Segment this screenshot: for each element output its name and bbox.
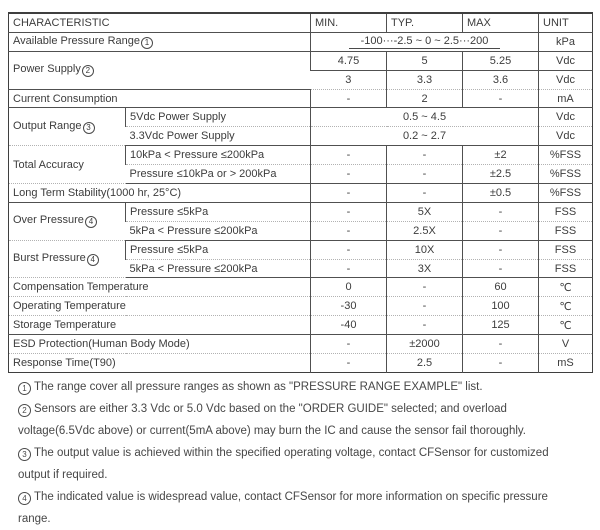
- footnote-marker: 2: [18, 404, 31, 417]
- typ-cell: 2.5X: [387, 221, 463, 240]
- max-cell: ±2.5: [463, 165, 539, 184]
- characteristic-label: Storage Temperature: [9, 316, 311, 335]
- value-span-cell: 0.5 ~ 4.5: [311, 108, 539, 127]
- unit-cell: mA: [539, 89, 593, 108]
- row-current-consumption: [9, 89, 593, 108]
- max-cell: -: [463, 89, 539, 108]
- characteristic-label: Total Accuracy: [9, 146, 126, 184]
- row-output-range-5v: [9, 108, 593, 127]
- typ-cell: -: [387, 278, 463, 297]
- min-cell: -: [311, 335, 387, 354]
- sub-characteristic: Pressure ≤5kPa: [126, 240, 311, 259]
- characteristic-label: Long Term Stability(1000 hr, 25°C): [9, 184, 311, 203]
- unit-cell: ℃: [539, 297, 593, 316]
- max-cell: ±2: [463, 146, 539, 165]
- min-cell: -: [311, 240, 387, 259]
- min-cell: -: [311, 146, 387, 165]
- unit-cell: ℃: [539, 316, 593, 335]
- characteristic-label: [9, 202, 126, 240]
- typ-cell: 5: [387, 51, 463, 70]
- min-cell: -40: [311, 316, 387, 335]
- characteristic-label: Response Time(T90): [13, 356, 116, 369]
- footnotes: [8, 373, 592, 530]
- typ-cell: 3X: [387, 259, 463, 278]
- max-cell: -: [463, 202, 539, 221]
- label-text: Available Pressure Range: [13, 34, 140, 47]
- row-total-accuracy-1: [9, 146, 593, 165]
- unit-cell: Vdc: [539, 51, 593, 70]
- range-text: -100···-2.5 ~ 0 ~ 2.5···200: [349, 35, 501, 49]
- note-marker: 4: [87, 254, 99, 266]
- row-compensation-temperature: [9, 278, 593, 297]
- pressure-range-value: [311, 32, 539, 51]
- min-cell: 0: [311, 278, 387, 297]
- footnote-4: [18, 486, 582, 530]
- row-esd-protection: [9, 335, 593, 354]
- col-header-typ: TYP.: [387, 13, 463, 32]
- max-cell: -: [463, 240, 539, 259]
- typ-cell: 2.5: [387, 354, 463, 373]
- label-text: Power Supply: [13, 63, 81, 76]
- col-header-max: MAX: [463, 13, 539, 32]
- max-cell: 3.6: [463, 70, 539, 89]
- min-cell: -: [311, 202, 387, 221]
- col-header-unit: UNIT: [539, 13, 593, 32]
- max-cell: -: [463, 335, 539, 354]
- row-available-pressure-range: [9, 32, 593, 51]
- col-header-characteristic: CHARACTERISTIC: [9, 13, 311, 32]
- col-header-min: MIN.: [311, 13, 387, 32]
- characteristic-label: Current Consumption: [9, 89, 311, 108]
- min-cell: -: [311, 221, 387, 240]
- spec-table: [8, 12, 593, 373]
- sub-characteristic: Pressure ≤5kPa: [126, 202, 311, 221]
- typ-cell: -: [387, 146, 463, 165]
- unit-cell: %FSS: [539, 184, 593, 203]
- note-marker: 3: [83, 122, 95, 134]
- footnote-text: The output value is achieved within the specified operating voltage, contact CFSensor for customized output if required.: [18, 446, 549, 481]
- unit-cell: V: [539, 335, 593, 354]
- row-operating-temperature: [9, 297, 593, 316]
- max-cell: 60: [463, 278, 539, 297]
- unit-cell: mS: [539, 354, 593, 373]
- typ-cell: -: [387, 184, 463, 203]
- characteristic-label: ESD Protection(Human Body Mode): [9, 335, 311, 354]
- footnote-marker: 4: [18, 492, 31, 505]
- min-cell: -30: [311, 297, 387, 316]
- unit-cell: Vdc: [539, 108, 593, 127]
- sub-characteristic: 10kPa < Pressure ≤200kPa: [126, 146, 311, 165]
- min-cell: -: [311, 184, 387, 203]
- footnote-1: [18, 376, 582, 398]
- sub-characteristic: 5Vdc Power Supply: [126, 108, 311, 127]
- max-cell: 5.25: [463, 51, 539, 70]
- unit-cell: Vdc: [539, 70, 593, 89]
- typ-cell: ±2000: [387, 335, 463, 354]
- footnote-text: Sensors are either 3.3 Vdc or 5.0 Vdc based on the "ORDER GUIDE" selected; and overload voltage(6.5Vdc above) or current(5mA above) may burn the IC and cause the sensor fail thoroughly.: [18, 402, 526, 437]
- max-cell: -: [463, 221, 539, 240]
- row-power-supply-5v: [9, 51, 593, 70]
- characteristic-label: Compensation Temperature: [9, 278, 311, 297]
- unit-cell: FSS: [539, 202, 593, 221]
- footnote-marker: 1: [18, 382, 31, 395]
- footnote-text: The indicated value is widespread value, contact CFSensor for more information on specific pressure range.: [18, 490, 548, 525]
- unit-cell: %FSS: [539, 146, 593, 165]
- unit-cell: ℃: [539, 278, 593, 297]
- note-marker: 1: [141, 37, 153, 49]
- typ-cell: 5X: [387, 202, 463, 221]
- typ-cell: 2: [387, 89, 463, 108]
- unit-cell: FSS: [539, 240, 593, 259]
- footnote-text: The range cover all pressure ranges as shown as "PRESSURE RANGE EXAMPLE" list.: [34, 380, 483, 393]
- row-over-pressure-1: [9, 202, 593, 221]
- characteristic-label: [9, 51, 311, 89]
- row-long-term-stability: [9, 184, 593, 203]
- max-cell: 100: [463, 297, 539, 316]
- typ-cell: 10X: [387, 240, 463, 259]
- max-cell: -: [463, 259, 539, 278]
- max-cell: 125: [463, 316, 539, 335]
- unit-cell: FSS: [539, 221, 593, 240]
- unit-cell: kPa: [539, 32, 593, 51]
- footnote-2: [18, 398, 582, 442]
- sub-characteristic: 5kPa < Pressure ≤200kPa: [126, 221, 311, 240]
- unit-cell: %FSS: [539, 165, 593, 184]
- typ-cell: -: [387, 297, 463, 316]
- row-burst-pressure-1: [9, 240, 593, 259]
- note-marker: 2: [82, 65, 94, 77]
- sub-characteristic: 3.3Vdc Power Supply: [126, 127, 311, 146]
- label-text: Output Range: [13, 119, 82, 132]
- min-cell: -: [311, 89, 387, 108]
- min-cell: 4.75: [311, 51, 387, 70]
- min-cell: -: [311, 354, 387, 373]
- label-text: Burst Pressure: [13, 252, 86, 265]
- row-response-time: [9, 354, 593, 373]
- characteristic-label: Operating Temperature: [9, 297, 311, 316]
- label-text: Over Pressure: [13, 214, 84, 227]
- unit-cell: Vdc: [539, 127, 593, 146]
- sub-characteristic: 5kPa < Pressure ≤200kPa: [126, 259, 311, 278]
- characteristic-label: [9, 108, 126, 146]
- typ-cell: -: [387, 165, 463, 184]
- min-cell: -: [311, 259, 387, 278]
- row-storage-temperature: [9, 316, 593, 335]
- unit-cell: FSS: [539, 259, 593, 278]
- min-cell: 3: [311, 70, 387, 89]
- characteristic-label: [9, 32, 311, 51]
- note-marker: 4: [85, 216, 97, 228]
- footnote-marker: 3: [18, 448, 31, 461]
- sub-characteristic: Pressure ≤10kPa or > 200kPa: [126, 165, 311, 184]
- header-row: [9, 13, 593, 32]
- max-cell: ±0.5: [463, 184, 539, 203]
- characteristic-label: [9, 240, 126, 278]
- value-span-cell: 0.2 ~ 2.7: [311, 127, 539, 146]
- min-cell: -: [311, 165, 387, 184]
- typ-cell: -: [387, 316, 463, 335]
- max-cell: -: [463, 354, 539, 373]
- typ-cell: 3.3: [387, 70, 463, 89]
